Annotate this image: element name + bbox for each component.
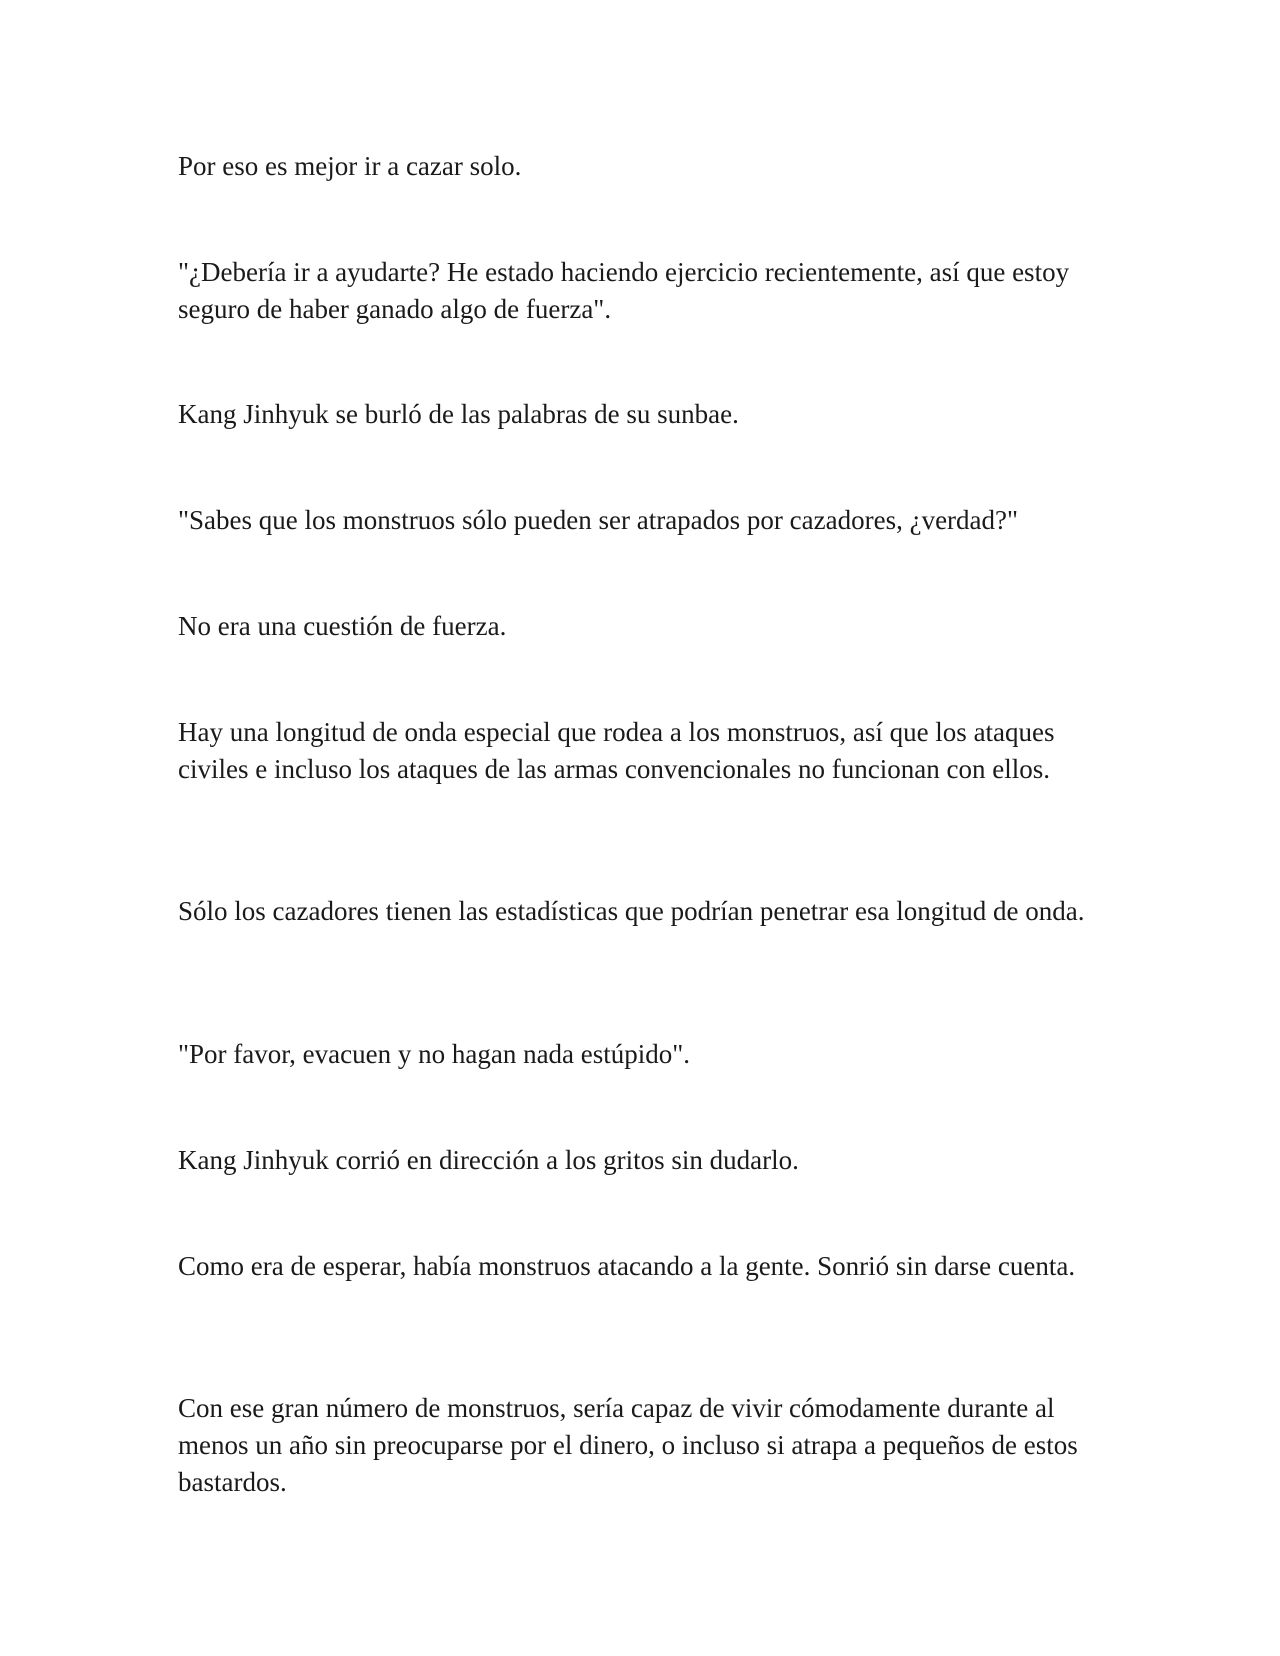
paragraph: Por eso es mejor ir a cazar solo. xyxy=(178,151,522,181)
paragraph: Sólo los cazadores tienen las estadísticas que podrían penetrar esa longitud de onda. xyxy=(178,896,1085,926)
paragraph: "Por favor, evacuen y no hagan nada estúpido". xyxy=(178,1039,691,1069)
paragraph: Con ese gran número de monstruos, sería capaz de vivir cómodamente durante al menos un año sin preocuparse por el dinero, o incluso si atrapa a pequeños de estos bastardos. xyxy=(178,1393,1078,1497)
paragraph: "Sabes que los monstruos sólo pueden ser atrapados por cazadores, ¿verdad?" xyxy=(178,505,1019,535)
paragraph: No era una cuestión de fuerza. xyxy=(178,611,507,641)
paragraph: Hay una longitud de onda especial que rodea a los monstruos, así que los ataques civiles e incluso los ataques de las armas convencionales no funcionan con ellos. xyxy=(178,717,1055,784)
paragraph: Como era de esperar, había monstruos atacando a la gente. Sonrió sin darse cuenta. xyxy=(178,1251,1076,1281)
paragraph: Kang Jinhyuk se burló de las palabras de su sunbae. xyxy=(178,399,739,429)
paragraph: "¿Debería ir a ayudarte? He estado haciendo ejercicio recientemente, así que estoy seguro de haber ganado algo de fuerza". xyxy=(178,257,1070,324)
paragraph: Kang Jinhyuk corrió en dirección a los gritos sin dudarlo. xyxy=(178,1145,799,1175)
